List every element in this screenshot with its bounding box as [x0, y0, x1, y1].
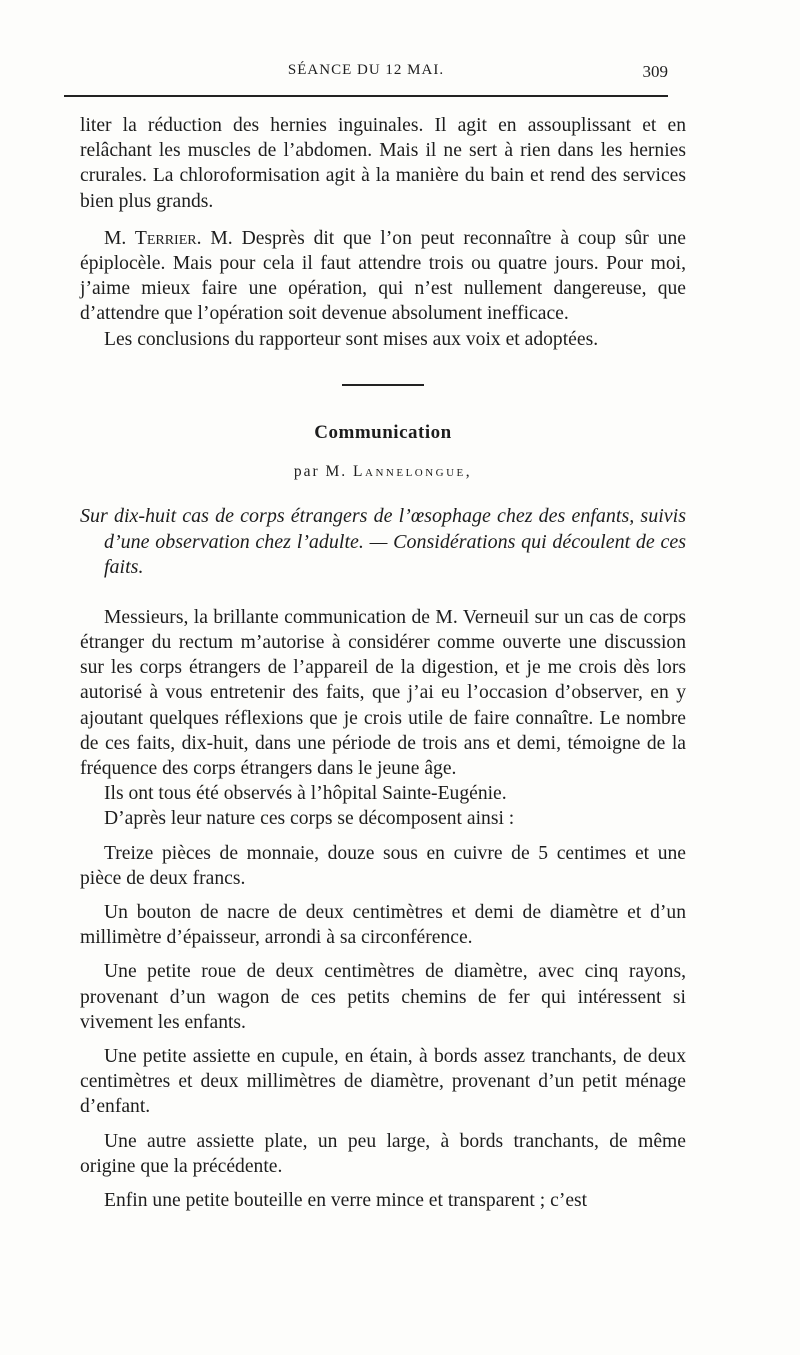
section-title: Communication	[314, 421, 452, 443]
header-rule	[64, 95, 668, 97]
paragraph-terrier-text: M. Desprès dit que l’on peut reconnaître à coup sûr une épiplocèle. Mais pour cela il faut attendre trois ou quatre jours. Pour moi, j’aime mieux faire une opération, qui n’est nullement dangereuse, que d’attendre que l’opération soit devenue absolument inefficace.	[80, 227, 686, 325]
paragraph-terrier	[80, 226, 686, 327]
byline-prefix: par M.	[293, 463, 354, 481]
paragraph-nature: D’après leur nature ces corps se décomposent ainsi :	[104, 808, 515, 830]
paragraph-assiette-cupule: Une petite assiette en cupule, en étain, à bords assez tranchants, de deux centimètres et deux millimètres de diamètre, provenant d’un petit ménage d’enfant.	[80, 1045, 686, 1118]
paragraph-bouteille: Enfin une petite bouteille en verre mince et transparent ; c’est	[104, 1190, 588, 1211]
page-number: 309	[642, 62, 668, 81]
paragraph-continuation: liter la réduction des hernies inguinales. Il agit en assouplissant et en relâchant les muscles de l’abdomen. Mais il ne sert à rien dans les hernies crurales. La chloroformisation agit à la manière du bain et rend des services bien plus grands.	[80, 115, 686, 212]
paragraph-conclusions: Les conclusions du rapporteur sont mises aux voix et adoptées.	[104, 328, 599, 350]
body-text	[80, 113, 686, 1213]
communication-subtitle: Sur dix-huit cas de corps étrangers de l’œsophage chez des enfants, suivis d’une observation chez l’adulte. — Considérations qui découlent de ces faits.	[80, 505, 686, 579]
paragraph-messieurs: Messieurs, la brillante communication de M. Verneuil sur un cas de corps étranger du rectum m’autorise à considérer comme ouverte une discussion sur les corps étrangers de l’appareil de la digestion, et je me crois dès lors autorisé à vous entretenir des faits, que j’ai eu l’occasion d’observer, en y ajoutant quelques réflexions que je crois utile de faire connaître. Le nombre de ces faits, dix-huit, dans une période de trois ans et demi, témoigne de la fréquence des corps étrangers dans le jeune âge.	[80, 606, 686, 779]
paragraph-assiette-plate: Une autre assiette plate, un peu large, à bords tranchants, de même origine que la précédente.	[80, 1130, 686, 1177]
author-name: Lannelongue,	[353, 463, 473, 481]
paragraph-monnaie: Treize pièces de monnaie, douze sous en cuivre de 5 centimes et une pièce de deux francs.	[80, 842, 686, 889]
paragraph-roue: Une petite roue de deux centimètres de diamètre, avec cinq rayons, provenant d’un wagon de ces petits chemins de fer qui intéressent si vivement les enfants.	[80, 961, 686, 1033]
section-divider	[342, 384, 424, 386]
speaker-name: M. Terrier.	[104, 227, 202, 249]
paragraph-bouton: Un bouton de nacre de deux centimètres et demi de diamètre et d’un millimètre d’épaisseur, arrondi à sa circonférence.	[80, 901, 686, 949]
paragraph-hopital: Ils ont tous été observés à l’hôpital Sainte-Eugénie.	[104, 783, 507, 805]
running-head-title: SÉANCE DU 12 MAI.	[287, 62, 445, 78]
running-head	[64, 62, 668, 86]
byline	[80, 459, 686, 484]
